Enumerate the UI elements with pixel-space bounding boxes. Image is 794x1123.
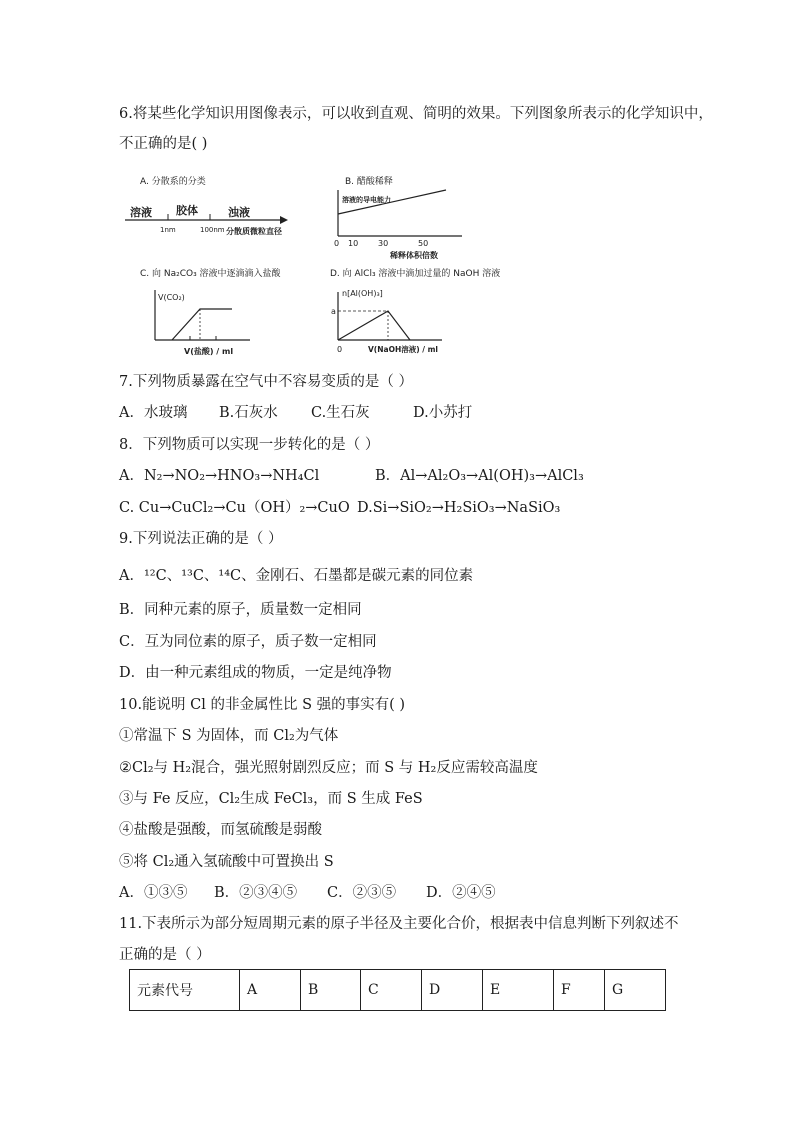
table-header-cell: A [240, 970, 301, 1011]
q7-option-d: D.小苏打 [413, 405, 473, 421]
q10-item-3: ③与 Fe 反应，Cl₂生成 FeCl₃，而 S 生成 FeS [119, 791, 423, 807]
fig-a-solution: 溶液 [130, 206, 152, 219]
fig-a-title: A. 分散系的分类 [140, 177, 206, 187]
fig-d-xlabel: V(NaOH溶液) / ml [368, 345, 438, 354]
q8-stem: 8．下列物质可以实现一步转化的是（ ） [119, 437, 380, 453]
q10-option-d: D．②④⑤ [426, 885, 496, 901]
q6-stem-line2: 不正确的是( ) [119, 136, 208, 152]
table-header-cell: E [483, 970, 554, 1011]
table-header-cell: C [361, 970, 422, 1011]
fig-b-xlabel: 稀释体积倍数 [390, 251, 438, 260]
fig-d-zero: 0 [337, 345, 343, 354]
q10-stem: 10.能说明 Cl 的非金属性比 S 强的事实有( ) [119, 697, 406, 713]
fig-b-tick-0: 0 [334, 239, 340, 248]
fig-d-curve [338, 311, 410, 340]
q8-option-c: C. Cu→CuCl₂→Cu（OH）₂→CuO [119, 500, 350, 516]
fig-c-ylabel: V(CO₂) [158, 293, 185, 302]
q8-option-a: A．N₂→NO₂→HNO₃→NH₄Cl [119, 468, 320, 484]
fig-b-tick-50: 50 [418, 239, 429, 248]
q10-item-4: ④盐酸是强酸，而氢硫酸是弱酸 [119, 822, 322, 838]
fig-b-title: B. 醋酸稀释 [345, 177, 393, 187]
q10-option-c: C．②③⑤ [327, 885, 397, 901]
q10-option-b: B．②③④⑤ [214, 885, 298, 901]
fig-a-axis-arrow [280, 216, 288, 224]
q10-item-5: ⑤将 Cl₂通入氢硫酸中可置换出 S [119, 854, 334, 870]
fig-a-axis-label: 分散质微粒直径 [226, 227, 282, 236]
q8-option-b: B．Al→Al₂O₃→Al(OH)₃→AlCl₃ [375, 468, 584, 484]
table-header-cell: F [554, 970, 605, 1011]
table-row [130, 970, 666, 1011]
q9-option-d: D．由一种元素组成的物质，一定是纯净物 [119, 665, 392, 681]
q10-item-2: ②Cl₂与 H₂混合，强光照射剧烈反应；而 S 与 H₂反应需较高温度 [119, 760, 538, 776]
fig-c-title: C. 向 Na₂CO₃ 溶液中逐滴滴入盐酸 [140, 269, 281, 279]
fig-d-title: D. 向 AlCl₃ 溶液中滴加过量的 NaOH 溶液 [330, 269, 501, 279]
fig-c-curve [172, 309, 232, 340]
fig-a-suspension: 浊液 [228, 206, 250, 219]
table-header-cell: D [422, 970, 483, 1011]
q10-option-a: A．①③⑤ [119, 885, 188, 901]
q11-stem: 11.下表所示为部分短周期元素的原子半径及主要化合价，根据表中信息判断下列叙述不正确的是（ ） [119, 916, 679, 963]
q7-option-b: B.石灰水 [219, 405, 278, 421]
fig-c-xlabel: V(盐酸) / ml [184, 347, 234, 356]
fig-a-label-100nm: 100nm [200, 226, 225, 234]
table-header-cell: 元素代号 [130, 970, 240, 1011]
q9-option-b: B．同种元素的原子，质量数一定相同 [119, 602, 362, 618]
q9-option-a: A．¹²C、¹³C、¹⁴C、金刚石、石墨都是碳元素的同位素 [119, 568, 474, 584]
q7-option-c: C.生石灰 [311, 405, 370, 421]
q9-stem: 9.下列说法正确的是（ ） [119, 531, 283, 547]
q8-option-d: D.Si→SiO₂→H₂SiO₃→NaSiO₃ [357, 500, 561, 516]
fig-b-ylabel: 溶液的导电能力 [342, 196, 391, 204]
table-header-cell: B [301, 970, 361, 1011]
fig-a-colloid: 胶体 [176, 204, 198, 217]
table-header-cell: G [605, 970, 666, 1011]
q7-stem: 7.下列物质暴露在空气中不容易变质的是（ ） [119, 374, 413, 390]
q9-option-c: C．互为同位素的原子，质子数一定相同 [119, 634, 377, 650]
q6-stem-line1: 6.将某些化学知识用图像表示，可以收到直观、简明的效果。下列图象所表示的化学知识中， [119, 106, 713, 122]
fig-a-label-1nm: 1nm [160, 226, 176, 234]
q10-item-1: ①常温下 S 为固体，而 Cl₂为气体 [119, 728, 339, 744]
q7-option-a: A．水玻璃 [119, 405, 188, 421]
q6-figure [120, 170, 560, 360]
q11-element-table [129, 969, 666, 1011]
fig-d-a: a [331, 307, 336, 316]
fig-b-tick-10: 10 [348, 239, 359, 248]
fig-b-tick-30: 30 [378, 239, 389, 248]
fig-d-ylabel: n[Al(OH)₃] [342, 289, 383, 298]
